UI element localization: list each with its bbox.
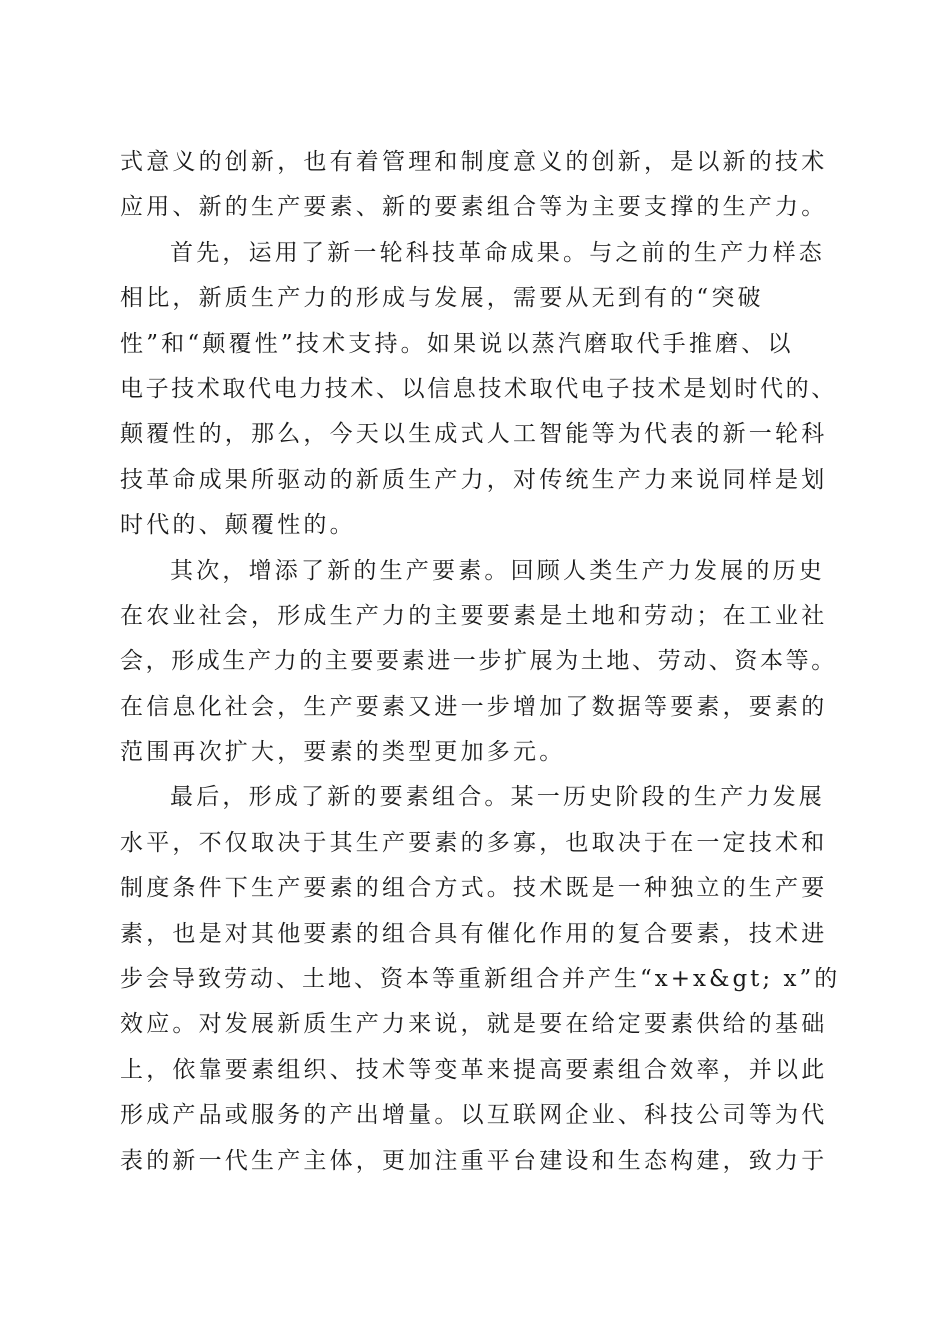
paragraph-first-line: 最后，形成了新的要素组合。某一历史阶段的生产力发展 (170, 784, 825, 811)
text-line: 在信息化社会，生产要素又进一步增加了数据等要素，要素的 (120, 693, 828, 720)
text-line: 应用、新的生产要素、新的要素组合等为主要支撑的生产力。 (120, 194, 828, 221)
paragraph-first-line: 其次，增添了新的生产要素。回顾人类生产力发展的历史 (170, 557, 825, 584)
text-line: 表的新一代生产主体，更加注重平台建设和生态构建，致力于 (120, 1147, 828, 1174)
text-line: 步会导致劳动、土地、资本等重新组合并产生“x+x&gt; x”的 (120, 966, 841, 993)
text-line: 形成产品或服务的产出增量。以互联网企业、科技公司等为代 (120, 1102, 828, 1129)
text-line: 时代的、颠覆性的。 (120, 512, 356, 539)
text-line: 相比，新质生产力的形成与发展，需要从无到有的“突破 (120, 285, 764, 312)
text-line: 范围再次扩大，要素的类型更加多元。 (120, 739, 566, 766)
text-line: 效应。对发展新质生产力来说，就是要在给定要素供给的基础 (120, 1011, 828, 1038)
text-line: 会，形成生产力的主要要素进一步扩展为土地、劳动、资本等。 (120, 648, 837, 675)
text-line: 技革命成果所驱动的新质生产力，对传统生产力来说同样是划 (120, 466, 828, 493)
text-line: 电子技术取代电力技术、以信息技术取代电子技术是划时代的、 (120, 375, 837, 402)
text-line: 素，也是对其他要素的组合具有催化作用的复合要素，技术进 (120, 920, 828, 947)
text-line: 式意义的创新，也有着管理和制度意义的创新，是以新的技术 (120, 149, 828, 175)
text-line: 性”和“颠覆性”技术支持。如果说以蒸汽磨取代手推磨、以 (120, 330, 794, 357)
text-line: 在农业社会，形成生产力的主要要素是土地和劳动；在工业社 (120, 602, 828, 629)
paragraph-first-line: 首先，运用了新一轮科技革命成果。与之前的生产力样态 (170, 239, 825, 266)
text-line: 颠覆性的，那么，今天以生成式人工智能等为代表的新一轮科 (120, 421, 828, 448)
text-line: 制度条件下生产要素的组合方式。技术既是一种独立的生产要 (120, 875, 828, 902)
body-text (120, 140, 840, 1184)
text-line: 水平，不仅取决于其生产要素的多寡，也取决于在一定技术和 (120, 829, 828, 856)
text-line: 上，依靠要素组织、技术等变革来提高要素组合效率，并以此 (120, 1056, 828, 1083)
